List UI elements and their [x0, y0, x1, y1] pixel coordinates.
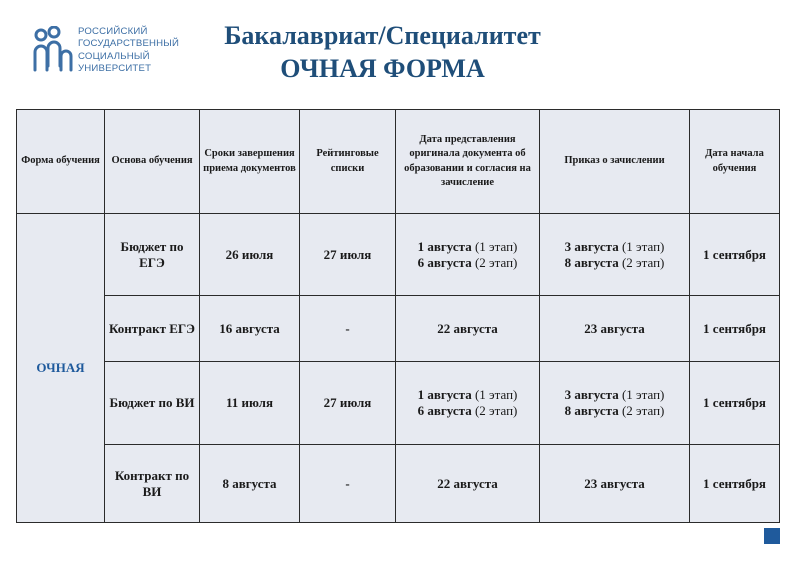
basis-cell: Контракт по ВИ [105, 445, 200, 523]
deadline-cell: 8 августа [200, 445, 300, 523]
stage: (1 этап) [621, 387, 665, 402]
stage: (2 этап) [621, 254, 665, 270]
start-cell: 1 сентября [690, 214, 780, 296]
date: 3 августа [564, 238, 619, 254]
rating-cell: - [300, 445, 396, 523]
slide-corner-marker [764, 528, 780, 544]
table-row [17, 296, 780, 362]
date: 8 августа [564, 403, 619, 418]
order-cell [540, 214, 690, 296]
original-cell: 22 августа [396, 445, 540, 523]
header-original: Дата представления оригинала документа об образовании и согласия на зачисление [396, 110, 540, 214]
logo-line: ГОСУДАРСТВЕННЫЙ [78, 38, 180, 50]
header-deadline: Сроки завершения приема документов [200, 110, 300, 214]
stage: (2 этап) [621, 403, 665, 418]
date: 1 августа [417, 387, 472, 402]
deadline-cell: 11 июля [200, 362, 300, 445]
order-cell: 23 августа [540, 296, 690, 362]
date: 3 августа [564, 387, 619, 402]
header-order: Приказ о зачислении [540, 110, 690, 214]
logo-line: РОССИЙСКИЙ [78, 26, 148, 37]
stage: (1 этап) [621, 238, 665, 254]
stage: (1 этап) [474, 238, 518, 254]
start-cell: 1 сентября [690, 445, 780, 523]
form-cell: ОЧНАЯ [17, 214, 105, 523]
table-row [17, 445, 780, 523]
basis-cell: Бюджет по ЕГЭ [105, 214, 200, 296]
logo-line: СОЦИАЛЬНЫЙ [78, 50, 150, 62]
date: 1 августа [417, 238, 472, 254]
original-cell [396, 362, 540, 445]
order-cell [540, 362, 690, 445]
stage: (1 этап) [474, 387, 518, 402]
logo-text [78, 26, 179, 76]
header-start: Дата начала обучения [690, 110, 780, 214]
logo-line: УНИВЕРСИТЕТ [78, 63, 152, 75]
start-cell: 1 сентября [690, 362, 780, 445]
university-logo [32, 26, 192, 78]
table-row [17, 362, 780, 445]
basis-cell: Бюджет по ВИ [105, 362, 200, 445]
rating-cell: 27 июля [300, 214, 396, 296]
basis-cell: Контракт ЕГЭ [105, 296, 200, 362]
header-form: Форма обучения [17, 110, 105, 214]
stage: (2 этап) [474, 403, 518, 418]
title-line-2: ОЧНАЯ ФОРМА [280, 54, 485, 83]
original-cell [396, 214, 540, 296]
rating-cell: 27 июля [300, 362, 396, 445]
header-row [17, 110, 780, 214]
deadline-cell: 26 июля [200, 214, 300, 296]
date: 6 августа [417, 254, 472, 270]
date: 6 августа [417, 403, 472, 418]
table-row [17, 214, 780, 296]
people-logo-icon [32, 26, 74, 74]
stage: (2 этап) [474, 254, 518, 270]
admission-schedule-table [16, 109, 780, 523]
title-line-1: Бакалавриат/Специалитет [224, 21, 541, 50]
original-cell: 22 августа [396, 296, 540, 362]
order-cell: 23 августа [540, 445, 690, 523]
start-cell: 1 сентября [690, 296, 780, 362]
header-rating: Рейтинговые списки [300, 110, 396, 214]
header-basis: Основа обучения [105, 110, 200, 214]
rating-cell: - [300, 296, 396, 362]
deadline-cell: 16 августа [200, 296, 300, 362]
slide-title [190, 20, 575, 86]
date: 8 августа [564, 254, 619, 270]
